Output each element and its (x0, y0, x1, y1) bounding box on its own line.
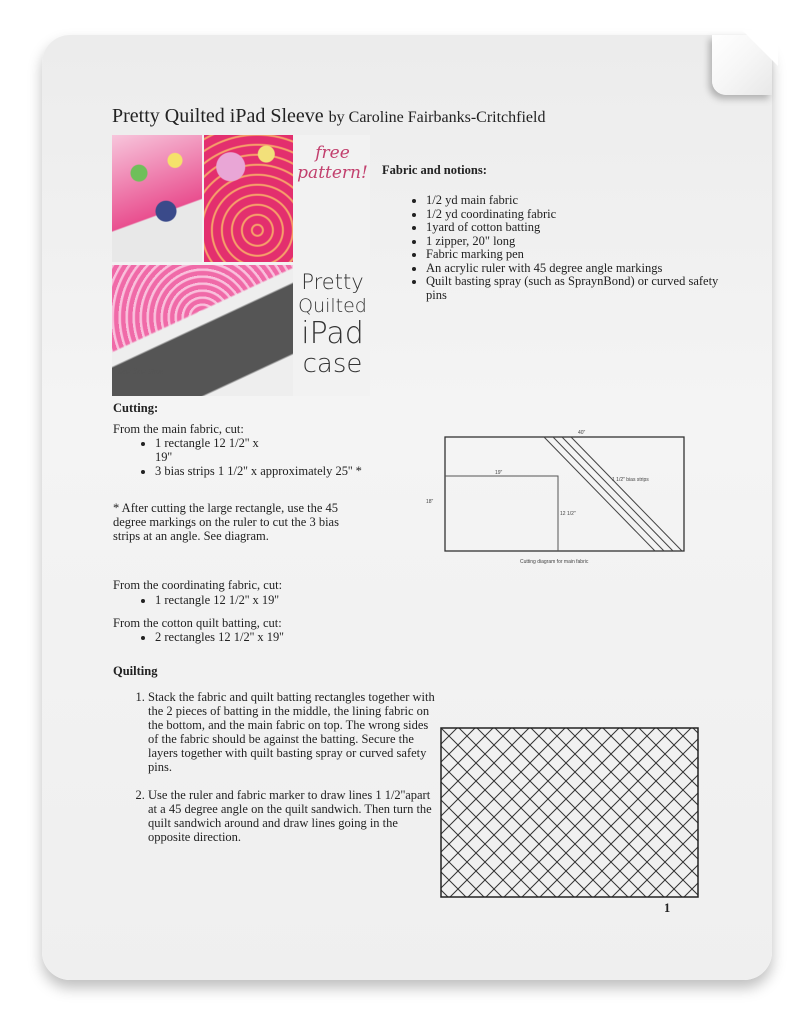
page-number: 1 (664, 901, 671, 915)
list-item: • Quilt basting spray (such as SpraynBond) or curved safety pins (426, 275, 726, 302)
cover-text-case: case (302, 349, 363, 378)
cover-text-pretty: Pretty (301, 270, 364, 294)
diagram-label-left: 18" (426, 499, 434, 505)
author-text: by Caroline Fairbanks-Critchfield (328, 109, 546, 126)
diagram-label-top: 40" (578, 430, 586, 436)
notions-heading: Fabric and notions: (382, 163, 487, 177)
sew-logo: Sew Sew Shoe (118, 367, 164, 376)
list-item: • 1yard of cotton batting (426, 221, 726, 235)
quilting-steps (123, 690, 435, 844)
list-item: • Fabric marking pen (426, 248, 726, 262)
photo-ipad-in-sleeve (112, 265, 293, 396)
cutting-diagram (420, 425, 700, 570)
diagram-label-inner-top: 19" (495, 470, 503, 476)
batting-list (137, 631, 284, 645)
cover-text-quilted: Quilted (298, 295, 367, 317)
diagram-label-strips: 1 1/2" bias strips (612, 477, 649, 483)
photo-fabric-closeup (204, 135, 293, 262)
diagram-label-inner-right: 12 1/2" (560, 511, 576, 517)
list-item: • 2 rectangles 12 1/2'' x 19'' (155, 631, 284, 645)
document-title (112, 105, 545, 128)
list-item: • An acrylic ruler with 45 degree angle markings (426, 262, 726, 276)
cover-text-ipad: iPad (301, 316, 364, 351)
list-item: • 1 rectangle 12 1/2'' x 19'' (155, 594, 279, 608)
diagram-caption: Cutting diagram for main fabric (520, 559, 589, 565)
batting-intro: From the cotton quilt batting, cut: (113, 616, 282, 630)
cover-photo-collage (112, 135, 370, 396)
main-fabric-list (137, 436, 405, 478)
coordinating-intro: From the coordinating fabric, cut: (113, 578, 283, 592)
cutting-note: * After cutting the large rectangle, use the 45 degree markings on the ruler to cut the 3 bias strips at an angle. See diagram. (113, 501, 339, 543)
crosshatch-diagram (440, 727, 700, 899)
title-text: Pretty Quilted iPad Sleeve (112, 105, 324, 127)
photo-sleeve-flat (112, 135, 202, 262)
list-item: • 1 rectangle 12 1/2'' x 19'' (155, 436, 265, 464)
list-item: 1. Stack the fabric and quilt batting rectangles together with the 2 pieces of batting in the middle, the lining fabric on the bottom, and the main fabric on top. The wrong sides of the fabric should be against the batting. Secure the layers together with quilt basting spray or curved safety pins. (148, 690, 435, 774)
list-item: • 1/2 yd main fabric (426, 194, 726, 208)
list-item: • 1 zipper, 20" long (426, 235, 726, 249)
list-item: 2. Use the ruler and fabric marker to draw lines 1 1/2''apart at a 45 degree angle on the quilt sandwich. Then turn the quilt sandwich around and draw lines going in the opposite direction. (148, 788, 435, 844)
coordinating-list (137, 594, 279, 608)
cutting-heading: Cutting: (113, 401, 159, 415)
quilting-heading: Quilting (113, 664, 158, 678)
list-item: • 3 bias strips 1 1/2'' x approximately 25'' * (155, 464, 405, 478)
main-fabric-intro: From the main fabric, cut: (113, 422, 244, 436)
free-pattern-text: free pattern! (297, 143, 368, 183)
notions-list (408, 194, 726, 302)
list-item: • 1/2 yd coordinating fabric (426, 208, 726, 222)
